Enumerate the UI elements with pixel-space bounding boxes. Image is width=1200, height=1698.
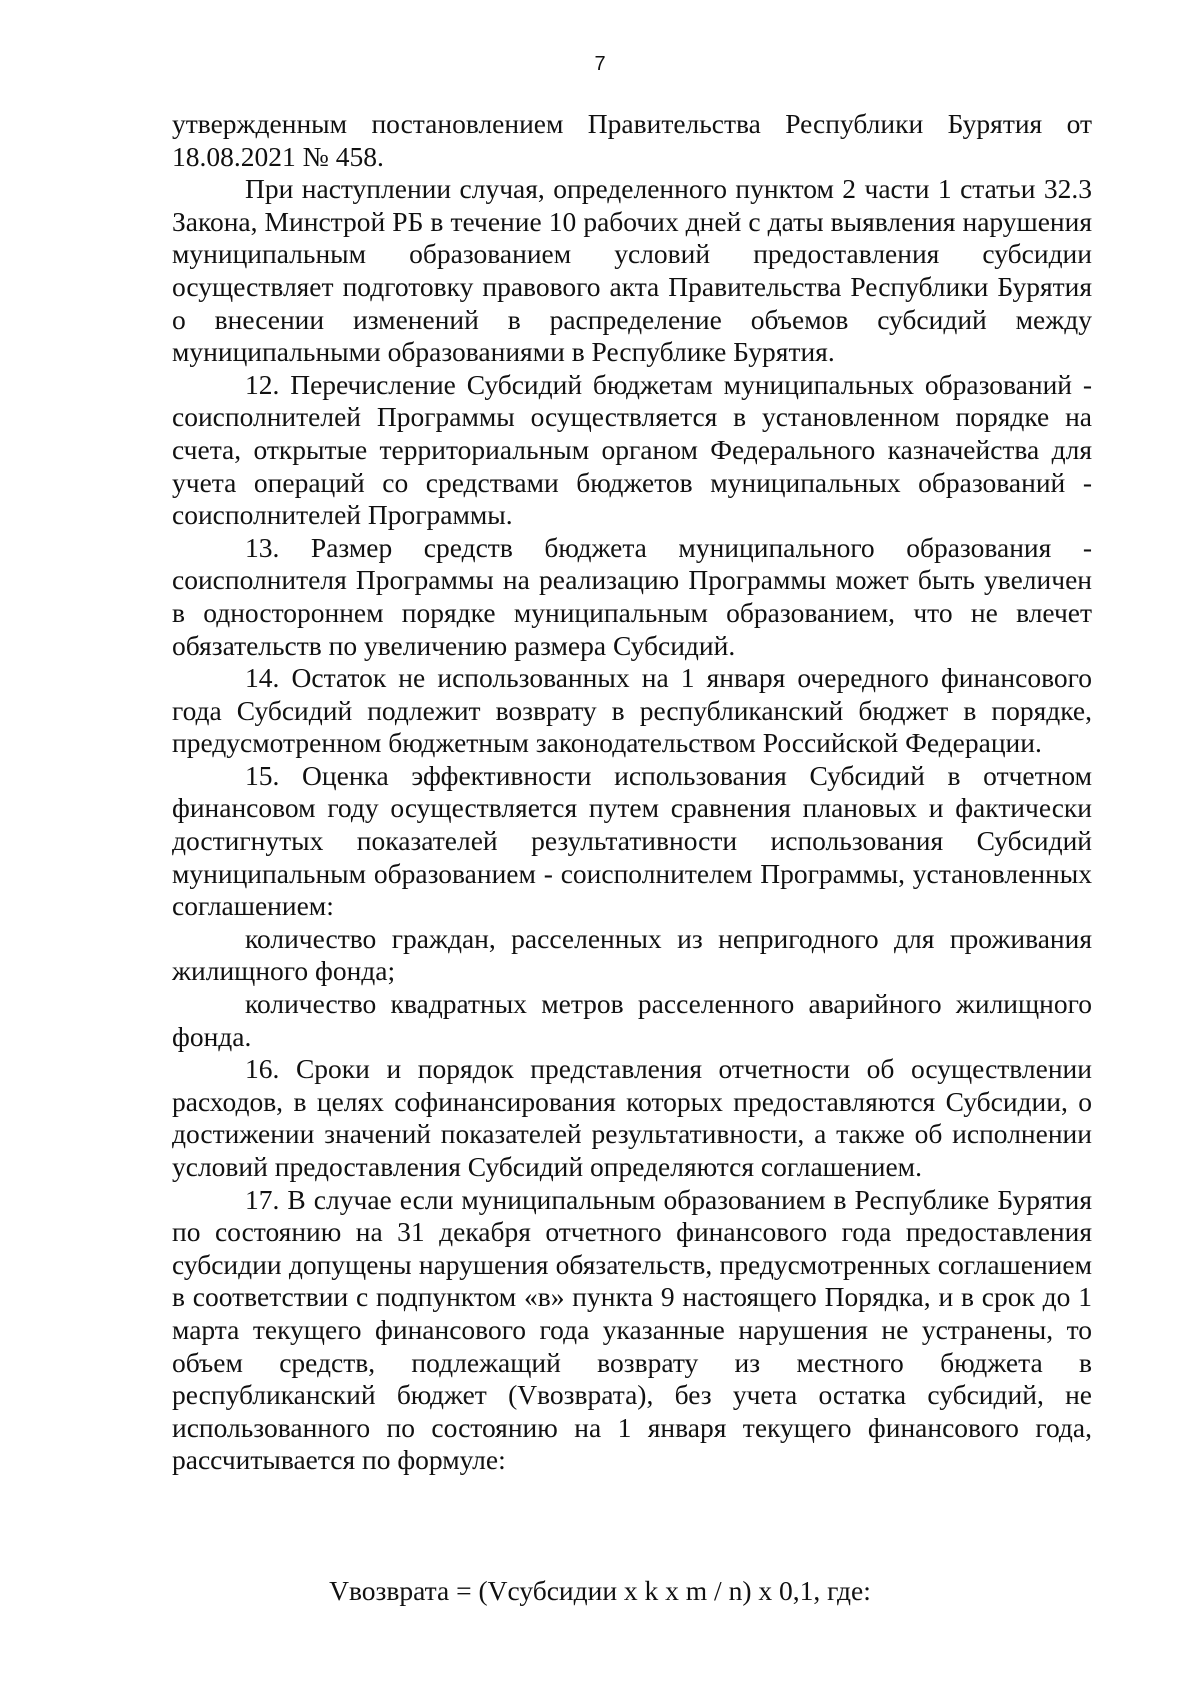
paragraph: количество квадратных метров расселенного аварийного жилищного фонда.: [172, 988, 1092, 1052]
paragraph: 12. Перечисление Субсидий бюджетам муниципальных образований - соисполнителей Программы осуществляется в установленном порядке на счета, открытые территориальным органом Федерального казначейства для учета операций со средствами бюджетов муниципальных образований - соисполнителей Программы.: [172, 368, 1092, 531]
paragraph: 17. В случае если муниципальным образованием в Республике Бурятия по состоянию на 31 декабря отчетного финансового года предоставления субсидии допущены нарушения обязательств, предусмотренных соглашением в соответствии с подпунктом «в» пункта 9 настоящего Порядка, и в срок до 1 марта текущего финансового года указанные нарушения не устранены, то объем средств, подлежащий возврату из местного бюджета в республиканский бюджет (Vвозврата), без учета остатка субсидий, не использованного по состоянию на 1 января текущего финансового года, рассчитывается по формуле:: [172, 1183, 1092, 1476]
paragraph: 13. Размер средств бюджета муниципального образования - соисполнителя Программы на реализацию Программы может быть увеличен в одностороннем порядке муниципальным образованием, что не влечет обязательств по увеличению размера Субсидий.: [172, 531, 1092, 661]
document-body: [172, 108, 1092, 1477]
page-number: 7: [594, 53, 606, 75]
paragraph: 15. Оценка эффективности использования Субсидий в отчетном финансовом году осуществляется путем сравнения плановых и фактически достигнутых показателей результативности использования Субсидий муниципальным образованием - соисполнителем Программы, установленных соглашением:: [172, 759, 1092, 922]
paragraph: количество граждан, расселенных из непригодного для проживания жилищного фонда;: [172, 922, 1092, 987]
paragraph: При наступлении случая, определенного пунктом 2 части 1 статьи 32.3 Закона, Минстрой РБ в течение 10 рабочих дней с даты выявления нарушения муниципальным образованием условий предоставления субсидии осуществляет подготовку правового акта Правительства Республики Бурятия о внесении изменений в распределение объемов субсидий между муниципальными образованиями в Республике Бурятия.: [172, 173, 1092, 368]
paragraph: 16. Сроки и порядок представления отчетности об осуществлении расходов, в целях софинансирования которых предоставляются Субсидии, о достижении значений показателей результативности, а также об исполнении условий предоставления Субсидий определяются соглашением.: [172, 1053, 1092, 1182]
paragraph: утвержденным постановлением Правительства Республики Бурятия от 18.08.2021 № 458.: [172, 108, 1092, 172]
formula: Vвозврата = (Vсубсидии x k x m / n) x 0,1, где:: [329, 1575, 871, 1606]
paragraph: 14. Остаток не использованных на 1 января очередного финансового года Субсидий подлежит возврату в республиканский бюджет в порядке, предусмотренном бюджетным законодательством Российской Федерации.: [172, 662, 1092, 759]
